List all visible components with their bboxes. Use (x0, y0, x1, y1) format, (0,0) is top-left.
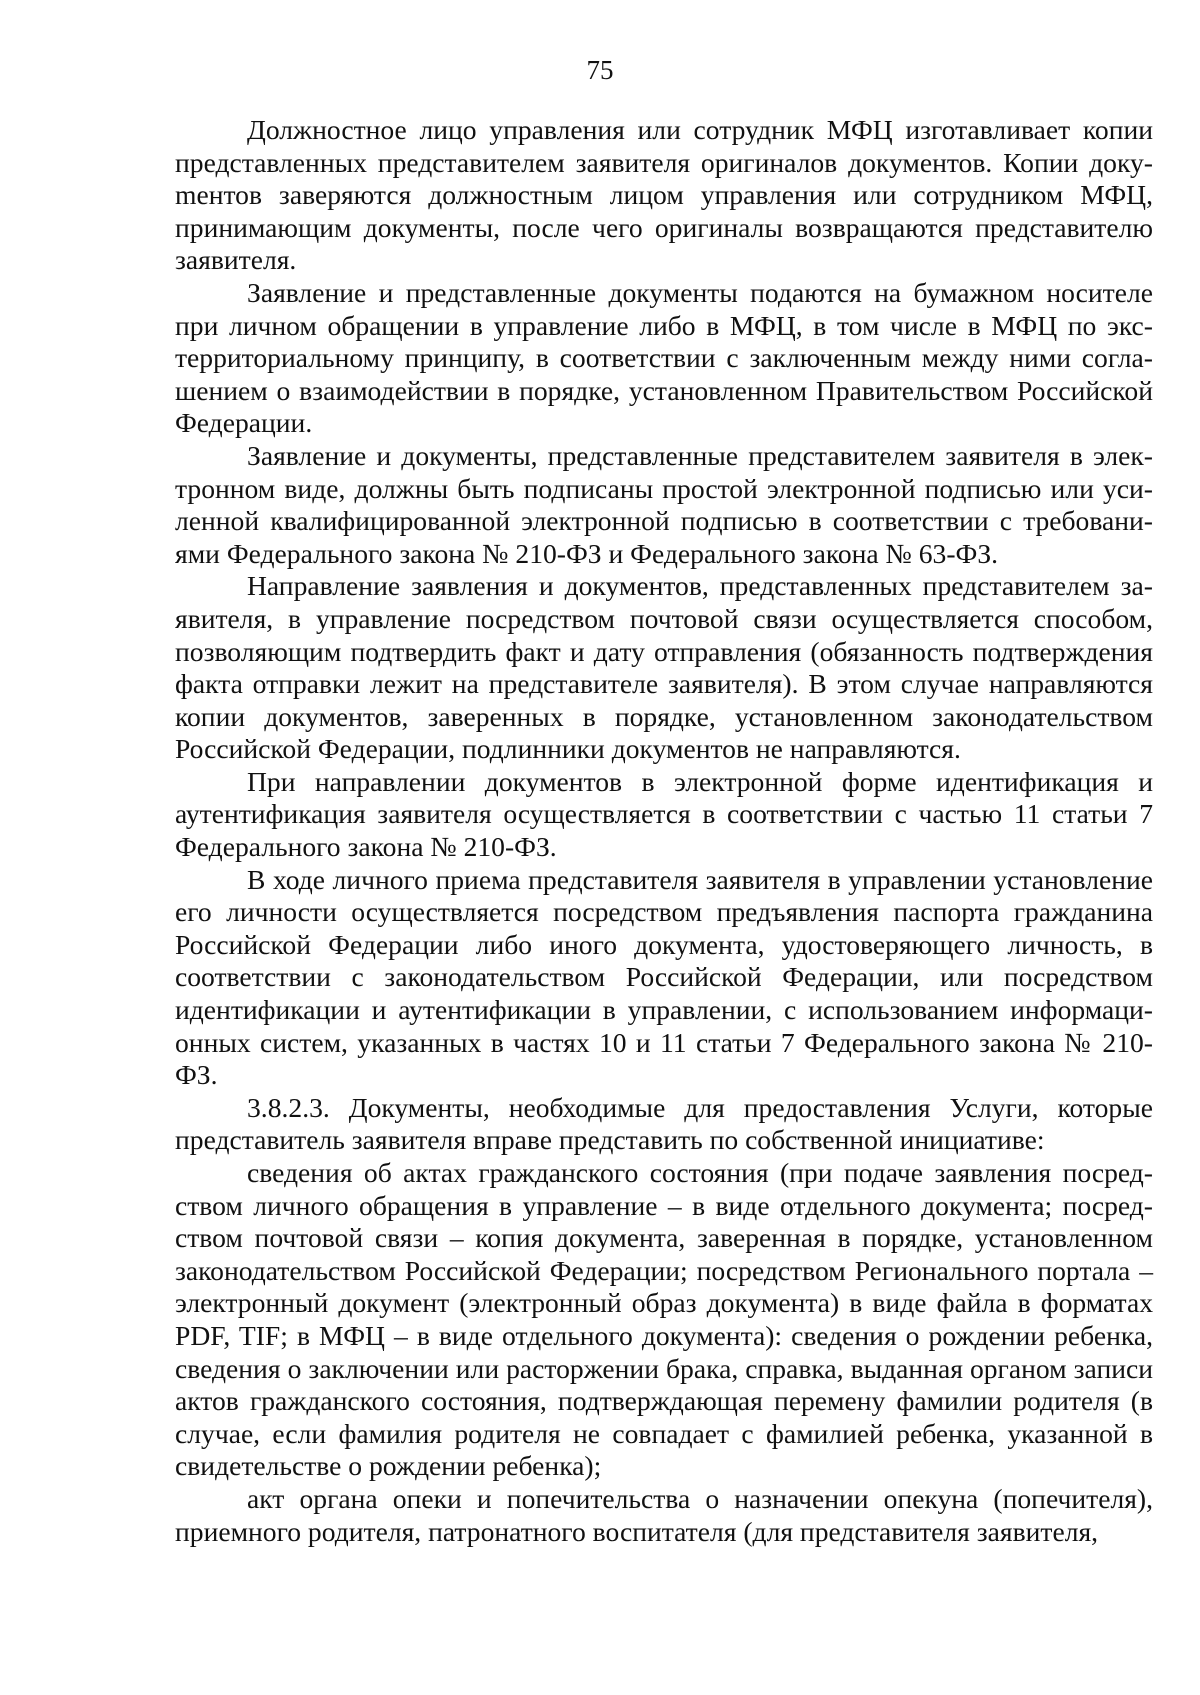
paragraph-personal-identification: В ходе личного приема представителя заявителя в управлении установление его личности осуществляется посредством предъявления паспорта гражданина Российской Федерации либо иного документа, удостоверяющего личность, в соответствии с законодательством Российской Федерации, или посредством идентификации и аутентификации в управлении, с использованием информационных систем, указанных в частях 10 и 11 статьи 7 Федерального закона № 210-ФЗ. (175, 863, 1153, 1091)
paragraph-guardianship-act: акт органа опеки и попечительства о назначении опекуна (попечителя), приемного родителя, патронатного воспитателя (для представителя заявителя, (175, 1482, 1153, 1547)
paragraph-paper-submission: Заявление и представленные документы подаются на бумажном носителе при личном обращении в управление либо в МФЦ, в том числе в МФЦ по экстерриториальному принципу, в соответствии с заключенным между ними соглашением о взаимодействии в порядке, установленном Правительством Российской Федерации. (175, 276, 1153, 439)
paragraph-postal-submission: Направление заявления и документов, представленных представителем заявителя, в управление посредством почтовой связи осуществляется способом, позволяющим подтвердить факт и дату отправления (обязанность подтверждения факта отправки лежит на представителе заявителя). В этом случае направляются копии документов, заверенных в порядке, установленном законодательством Российской Федерации, подлинники документов не направляются. (175, 570, 1153, 765)
paragraph-electronic-submission: Заявление и документы, представленные представителем заявителя в электронном виде, должны быть подписаны простой электронной подписью или усиленной квалифицированной электронной подписью в соответствии с требованиями Федерального закона № 210-ФЗ и Федерального закона № 63-ФЗ. (175, 439, 1153, 569)
paragraph-civil-status-records: сведения об актах гражданского состояния (при подаче заявления посредством личного обращения в управление – в виде отдельного документа; посредством почтовой связи – копия документа, заверенная в порядке, установленном законодательством Российской Федерации; посредством Регионального портала – электронный документ (электронный образ документа) в виде файла в форматах PDF, TIF; в МФЦ – в виде отдельного документа): сведения о рождении ребенка, сведения о заключении или расторжении брака, справка, выданная органом записи актов гражданского состояния, подтверждающая перемену фамилии родителя (в случае, если фамилия родителя не совпадает с фамилией ребенка, указанной в свидетельстве о рождении ребенка); (175, 1157, 1153, 1482)
paragraph-electronic-identification: При направлении документов в электронной форме идентификация и аутентификация заявителя осуществляется в соответствии с частью 11 статьи 7 Федерального закона № 210-ФЗ. (175, 765, 1153, 863)
paragraph-copies: Должностное лицо управления или сотрудник МФЦ изготавливает копии представленных представителем заявителя оригиналов документов. Копии докуmентов заверяются должностным лицом управления или сотрудником МФЦ, принимающим документы, после чего оригиналы возвращаются представителю заявителя. (175, 114, 1153, 276)
document-body (175, 114, 1153, 1548)
page-number: 75 (586, 55, 614, 85)
paragraph-section-3-8-2-3: 3.8.2.3. Документы, необходимые для предоставления Услуги, которые представитель заявителя вправе представить по собственной инициативе: (175, 1091, 1153, 1156)
